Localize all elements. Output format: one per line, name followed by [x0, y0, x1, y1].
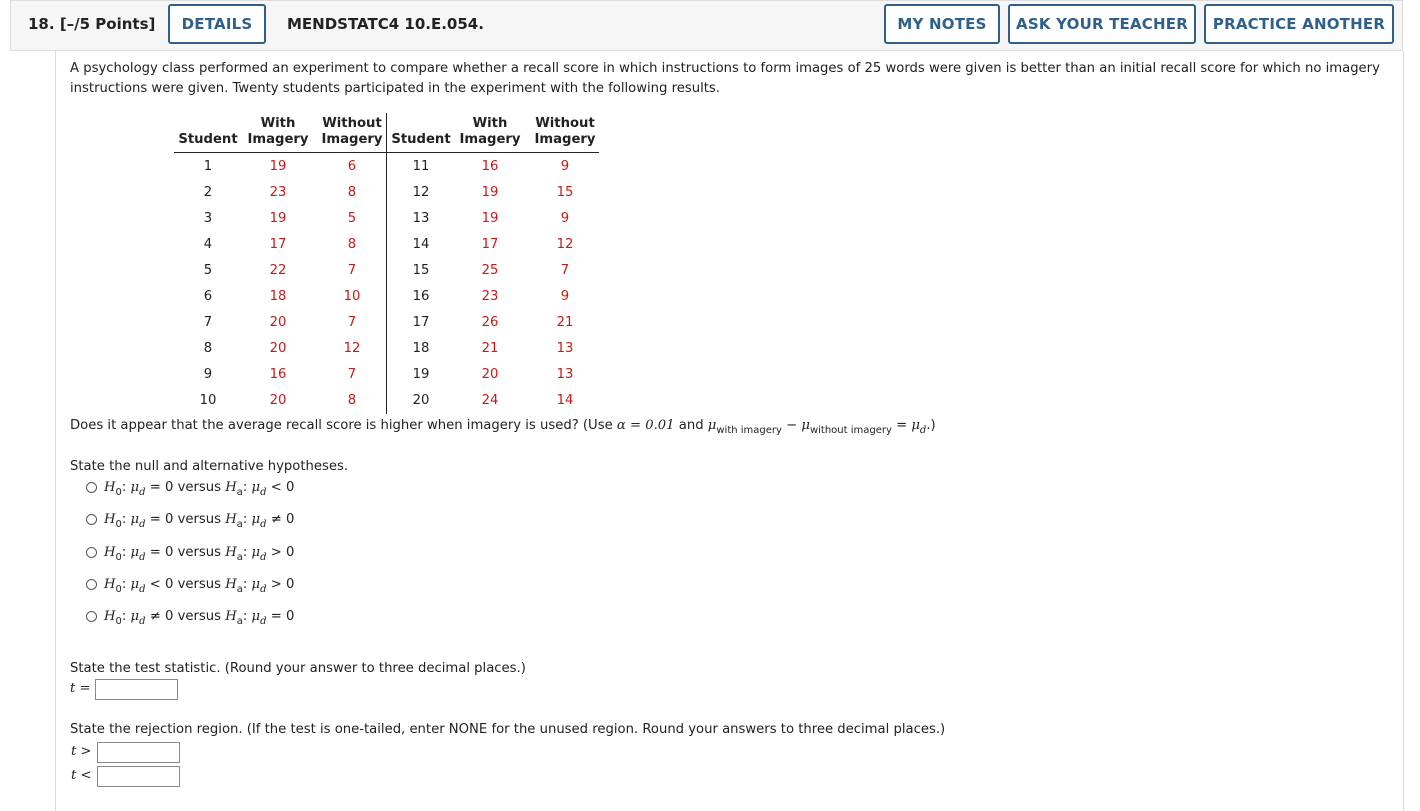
table-cell: 7	[347, 315, 357, 330]
test-statistic-prompt: State the test statistic. (Round your answer to three decimal places.)	[70, 661, 526, 676]
radio-button[interactable]	[86, 482, 97, 493]
table-cell: 9	[203, 367, 213, 382]
table-cell: 6	[203, 289, 213, 304]
table-cell: 7	[347, 367, 357, 382]
practice-another-button[interactable]: PRACTICE ANOTHER	[1204, 4, 1394, 44]
points-label: [–/5 Points]	[59, 15, 156, 33]
hypothesis-option-5[interactable]	[86, 606, 294, 626]
intro-text: A psychology class performed an experiment to compare whether a recall score in which instructions to form images of 25 words were given is better than an initial recall score for which no imagery instructions were given. Twenty students participated in the experiment with the following results.	[70, 61, 1380, 96]
table-cell: 19	[269, 211, 287, 226]
table-cell: 11	[412, 159, 430, 174]
table-cell: 23	[481, 289, 499, 304]
table-cell: 6	[347, 159, 357, 174]
table-cell: 20	[269, 315, 287, 330]
table-cell: 12	[412, 185, 430, 200]
table-cell: 17	[269, 237, 287, 252]
question-header	[10, 0, 1403, 51]
table-cell: 17	[412, 315, 430, 330]
table-cell: 4	[203, 237, 213, 252]
table-cell: 19	[481, 185, 499, 200]
table-cell: 15	[556, 185, 574, 200]
table-cell: 20	[481, 367, 499, 382]
table-cell: 12	[343, 341, 361, 356]
radio-button[interactable]	[86, 514, 97, 525]
table-cell: 21	[481, 341, 499, 356]
table-cell: 10	[343, 289, 361, 304]
my-notes-button[interactable]: MY NOTES	[884, 4, 1000, 44]
table-cell: 12	[556, 237, 574, 252]
hypothesis-option-4[interactable]	[86, 574, 294, 594]
radio-button[interactable]	[86, 579, 97, 590]
alpha-value: α = 0.01	[616, 418, 675, 433]
question-number: 18. [–/5 Points]	[28, 15, 156, 33]
table-cell: 8	[347, 237, 357, 252]
test-statistic-label: t =	[70, 681, 91, 696]
problem-code: MENDSTATC4 10.E.054.	[287, 15, 484, 33]
table-header-bottom-1: Imagery	[247, 132, 309, 147]
table-cell: 9	[560, 211, 570, 226]
hypothesis-option-3[interactable]	[86, 542, 294, 562]
question-text: Does it appear that the average recall score is higher when imagery is used? (Use α = 0.01 and $\mu_{with imagery} - \mu_{without imagery} = \mu_d$.)	[70, 418, 936, 436]
radio-button[interactable]	[86, 611, 97, 622]
table-cell: 9	[560, 289, 570, 304]
table-header-bottom-3: Student	[391, 132, 451, 147]
table-cell: 24	[481, 393, 499, 408]
table-cell: 16	[481, 159, 499, 174]
table-cell: 2	[203, 185, 213, 200]
table-cell: 18	[412, 341, 430, 356]
table-cell: 5	[203, 263, 213, 278]
hypothesis-text: $H_0$: $\mu_d \ne 0$ versus $H_a$: $\mu_d = 0$	[104, 608, 295, 627]
table-cell: 16	[269, 367, 287, 382]
table-cell: 23	[269, 185, 287, 200]
table-header-top-2: Without	[322, 116, 382, 131]
ask-teacher-button[interactable]: ASK YOUR TEACHER	[1008, 4, 1196, 44]
table-cell: 13	[412, 211, 430, 226]
table-cell: 25	[481, 263, 499, 278]
table-cell: 19	[412, 367, 430, 382]
table-header-bottom-0: Student	[178, 132, 238, 147]
table-cell: 22	[269, 263, 287, 278]
table-header-top-4: With	[472, 116, 508, 131]
table-cell: 8	[203, 341, 213, 356]
table-cell: 15	[412, 263, 430, 278]
table-cell: 10	[199, 393, 217, 408]
table-cell: 7	[347, 263, 357, 278]
table-cell: 1	[203, 159, 213, 174]
table-cell: 13	[556, 367, 574, 382]
table-cell: 14	[412, 237, 430, 252]
radio-button[interactable]	[86, 547, 97, 558]
table-cell: 21	[556, 315, 574, 330]
table-cell: 7	[203, 315, 213, 330]
table-cell: 19	[481, 211, 499, 226]
table-header-top-1: With	[260, 116, 296, 131]
table-cell: 18	[269, 289, 287, 304]
table-cell: 3	[203, 211, 213, 226]
table-cell: 7	[560, 263, 570, 278]
rejection-region-prompt: State the rejection region. (If the test is one-tailed, enter NONE for the unused region. Round your answers to three decimal places.)	[70, 722, 946, 737]
rejection-lower-input[interactable]	[97, 766, 180, 787]
table-header-top-5: Without	[535, 116, 595, 131]
table-cell: 20	[269, 341, 287, 356]
table-divider	[386, 113, 387, 414]
table-cell: 20	[412, 393, 430, 408]
table-header-bottom-5: Imagery	[534, 132, 596, 147]
hypothesis-text: $H_0$: $\mu_d < 0$ versus $H_a$: $\mu_d > 0$	[104, 576, 295, 595]
table-header-bottom-2: Imagery	[321, 132, 383, 147]
table-cell: 5	[347, 211, 357, 226]
hypothesis-option-2[interactable]	[86, 509, 294, 529]
table-cell: 14	[556, 393, 574, 408]
hypothesis-text: $H_0$: $\mu_d = 0$ versus $H_a$: $\mu_d > 0$	[104, 544, 295, 563]
test-statistic-input[interactable]	[95, 679, 178, 700]
table-cell: 26	[481, 315, 499, 330]
table-cell: 19	[269, 159, 287, 174]
rejection-upper-label: t >	[71, 744, 92, 759]
table-header-bottom-4: Imagery	[459, 132, 521, 147]
hypotheses-prompt: State the null and alternative hypotheses.	[70, 459, 349, 474]
hypothesis-text: $H_0$: $\mu_d = 0$ versus $H_a$: $\mu_d \ne 0$	[104, 511, 295, 530]
table-cell: 20	[269, 393, 287, 408]
details-button[interactable]: DETAILS	[168, 4, 266, 44]
table-cell: 13	[556, 341, 574, 356]
table-cell: 8	[347, 185, 357, 200]
table-cell: 16	[412, 289, 430, 304]
table-cell: 9	[560, 159, 570, 174]
hypothesis-option-1[interactable]	[86, 477, 294, 497]
hypothesis-text: $H_0$: $\mu_d = 0$ versus $H_a$: $\mu_d < 0$	[104, 479, 295, 498]
table-cell: 8	[347, 393, 357, 408]
rejection-upper-input[interactable]	[97, 742, 180, 763]
table-cell: 17	[481, 237, 499, 252]
rejection-lower-label: t <	[71, 768, 92, 783]
